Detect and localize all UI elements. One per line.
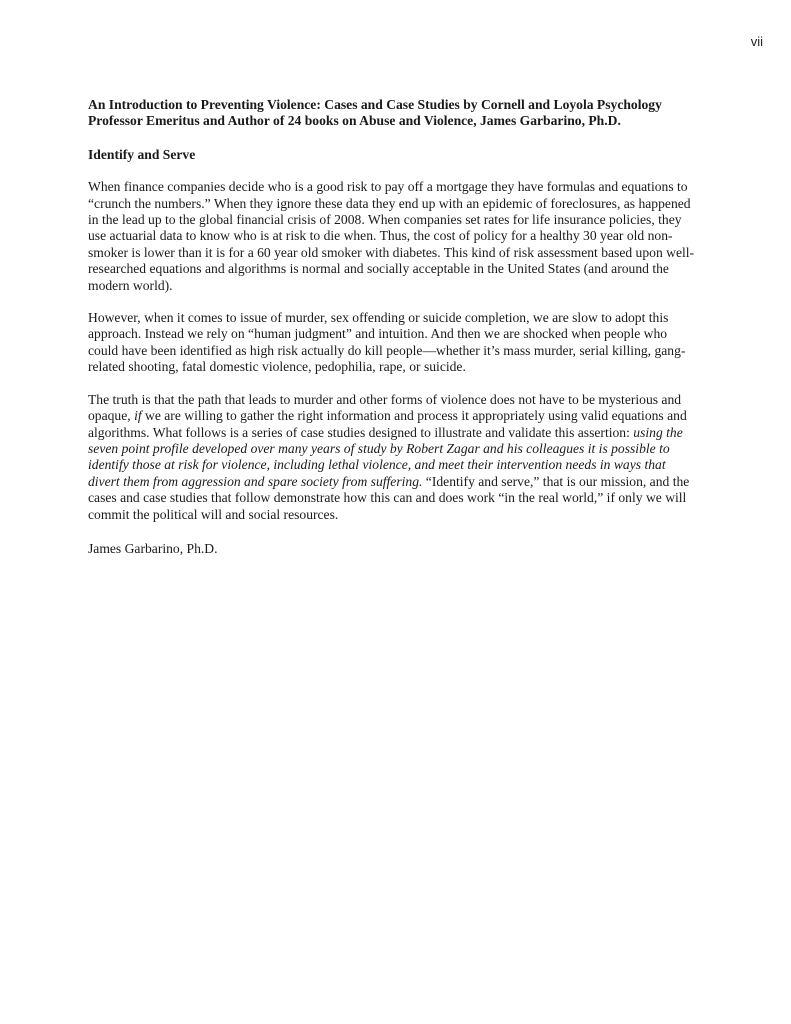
page-content [88,97,700,557]
section-heading: Identify and Serve [88,146,196,162]
paragraph-2: However, when it comes to issue of murder, sex offending or suicide completion, we are slow to adopt this approach. Instead we rely on “human judgment” and intuition. And then we are shocked when people who could have been identified as high risk actually do kill people—whether it’s mass murder, serial killing, gang-related shooting, fatal domestic violence, pedophilia, rape, or suicide. [88,310,686,375]
paragraph-1: When finance companies decide who is a good risk to pay off a mortgage they have formulas and equations to “crunch the numbers.” When they ignore these data they end up with an epidemic of foreclosures, as happened in the lead up to the global financial crisis of 2008. When companies set rates for life insurance policies, they use actuarial data to know who is at risk to die when. Thus, the cost of policy for a healthy 30 year old non-smoker is lower than it is for a 60 year old smoker with diabetes. This kind of risk assessment based upon well-researched equations and algorithms is normal and socially acceptable in the United States (and around the modern world). [88,179,695,293]
document-title-line-2: Professor Emeritus and Author of 24 books on Abuse and Violence, James Garbarino, Ph.D. [88,113,621,129]
paragraph-3-italic-if: if [134,408,142,424]
author-signature: James Garbarino, Ph.D. [88,540,218,556]
paragraph-3-text-a: The truth is that the path that leads to murder and other forms of violence does not have to be mysterious and opaque, [88,391,682,424]
paragraph-3 [88,392,700,523]
paragraph-3-text-b: we are willing to gather the right information and process it appropriately using valid equations and algorithms. What follows is a series of case studies designed to illustrate and validate this assertion: [88,408,687,440]
page-number: vii [750,34,763,49]
paragraph-3-italic-assertion: using the seven point profile developed over many years of study by Robert Zagar and his colleagues it is possible to identify those at risk for violence, including lethal violence, and meet their intervention needs in ways that divert them from aggression and spare society from suffering. [88,424,683,489]
document-title-line-1: An Introduction to Preventing Violence: Cases and Case Studies by Cornell and Loyola Psychology [88,97,662,112]
paragraph-3-text-c: “Identify and serve,” that is our mission, and the cases and case studies that follow demonstrate how this can and does work “in the real world,” if only we will commit the political will and social resources. [88,473,690,522]
document-title [88,97,700,130]
